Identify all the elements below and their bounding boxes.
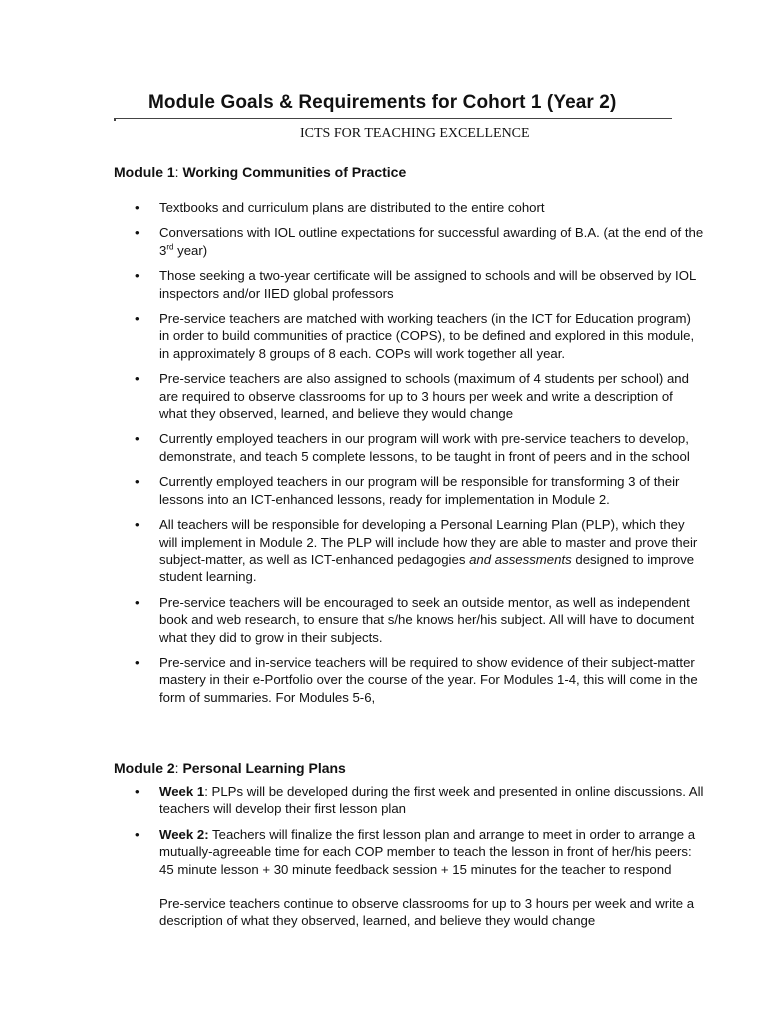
week-label: Week 1: [159, 784, 205, 799]
document-title: Module Goals & Requirements for Cohort 1 (Year 2): [148, 92, 617, 113]
bullet-icon: •: [135, 311, 140, 327]
module-1-separator: :: [174, 164, 179, 180]
module-2-separator: :: [174, 760, 179, 776]
bullet-icon: •: [135, 268, 140, 284]
module-2-name: Personal Learning Plans: [178, 760, 346, 776]
list-item: • Pre-service and in-service teachers will be required to show evidence of their subject-matter mastery in their e-Portfolio over the course of the year. For Modules 1-4, this will come in the form of summaries. For Modules 5-6,: [135, 654, 698, 705]
bullet-icon: •: [135, 654, 140, 670]
list-item: • Currently employed teachers in our program will work with pre-service teachers to develop, demonstrate, and teach 5 complete lessons, to be taught in front of peers and in the school: [135, 431, 690, 464]
list-item: • All teachers will be responsible for developing a Personal Learning Plan (PLP), which they will implement in Module 2. The PLP will include how they are able to master and prove their subject-matter, as well as ICT-enhanced pedagogies and assessments designed to improve student learning.: [135, 517, 698, 585]
list-item: • Textbooks and curriculum plans are distributed to the entire cohort: [135, 200, 545, 215]
list-item: • Week 1: PLPs will be developed during the first week and presented in online discussions. All teachers will develop their first lesson plan: [135, 784, 704, 817]
title-underline: [114, 118, 672, 119]
bullet-icon: •: [135, 594, 140, 610]
bullet-icon: •: [135, 371, 140, 387]
module-2-bullet-list: [114, 783, 704, 886]
bullet-icon: •: [135, 826, 140, 842]
module-2-note: Pre-service teachers continue to observe classrooms for up to 3 hours per week and write a description of what they observed, learned, and believe they would change: [159, 896, 695, 929]
list-item: • Those seeking a two-year certificate will be assigned to schools and will be observed by IOL inspectors and/or IIED global professors: [135, 268, 696, 301]
bullet-icon: •: [135, 431, 140, 447]
module-2-label: Module 2: [114, 760, 175, 776]
module-1-label: Module 1: [114, 164, 175, 180]
list-item: • Currently employed teachers in our program will be responsible for transforming 3 of their lessons into an ICT-enhanced lessons, ready for implementation in Module 2.: [135, 474, 680, 507]
bullet-icon: •: [135, 474, 140, 490]
document-subtitle: ICTS FOR TEACHING EXCELLENCE: [300, 126, 530, 141]
module-2-heading: [114, 760, 346, 776]
bullet-icon: •: [135, 784, 140, 799]
ordinal-superscript: rd: [166, 242, 174, 252]
list-item: • Pre-service teachers will be encouraged to seek an outside mentor, as well as independent book and web research, to ensure that s/he knows her/his subject. All will have to document what they did to grow in their subjects.: [135, 594, 695, 645]
module-1-name: Working Communities of Practice: [178, 164, 407, 180]
bullet-icon: •: [135, 200, 140, 215]
module-1-heading: [114, 164, 406, 180]
bullet-icon: •: [135, 517, 140, 533]
italic-emphasis: and assessments: [469, 551, 572, 567]
list-item: • Pre-service teachers are also assigned to schools (maximum of 4 students per school) and are required to observe classrooms for up to 3 hours per week and write a description of what they observed, learned, and believe they would change: [135, 371, 689, 422]
list-item: • Conversations with IOL outline expectations for successful awarding of B.A. (at the end of the 3rd year): [135, 225, 704, 258]
bullet-icon: •: [135, 225, 140, 241]
list-item: • Week 2: Teachers will finalize the first lesson plan and arrange to meet in order to arrange a mutually-agreeable time for each COP member to teach the lesson in front of her/his peers: 45 minute lesson + 30 minute feedback session + 15 minutes for the teacher to respond: [135, 826, 696, 877]
module-1-bullet-list: [114, 199, 704, 714]
week-label: Week 2:: [159, 826, 209, 842]
list-item: • Pre-service teachers are matched with working teachers (in the ICT for Education program) in order to build communities of practice (COPS), to be defined and explored in this module, in approximately 8 groups of 8 each. COPs will work together all year.: [135, 311, 695, 361]
title-underline-tick: [114, 118, 116, 121]
